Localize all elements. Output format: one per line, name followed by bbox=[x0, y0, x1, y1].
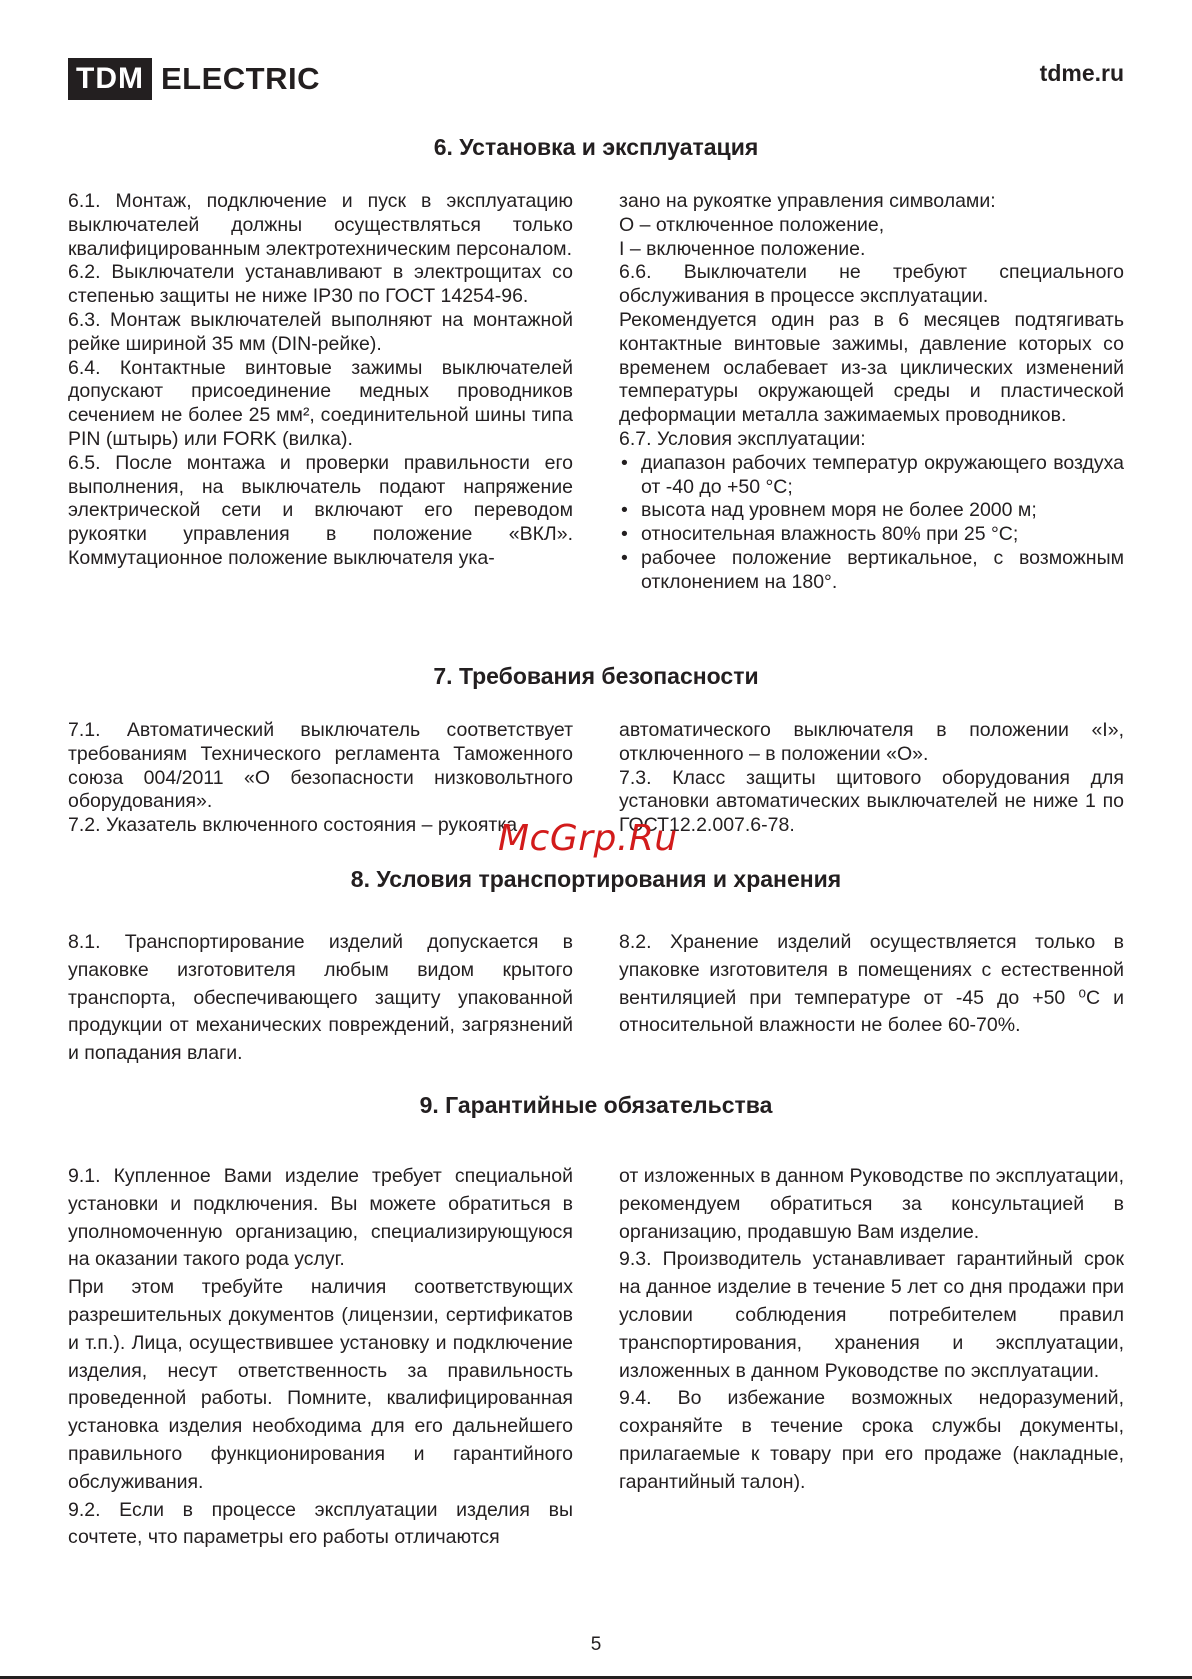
watermark: McGrp.Ru bbox=[498, 818, 678, 859]
paragraph-8-2: 8.2. Хранение изделий осуществляется только в упаковке изготовителя в помещениях с естественной вентиляцией при температуре от -45 до +50 ⁰С и относительной влажности не более 60-70%. bbox=[619, 931, 1124, 1037]
paragraph-7-3: 7.3. Класс защиты щитового оборудования для установки автоматических выключателей не ниже 1 по ГОСТ12.2.007.6-78. bbox=[619, 766, 1124, 837]
paragraph-6-4: 6.4. Контактные винтовые зажимы выключателей допускают присоединение медных проводников сечением не более 25 мм², соединительной шины типа PIN (штырь) или FORK (вилка). bbox=[68, 356, 573, 450]
list-item: • высота над уровнем моря не более 2000 м; bbox=[619, 499, 1124, 523]
symbol-on: I – включенное положение. bbox=[619, 237, 866, 260]
section-7-right-column bbox=[619, 719, 1124, 838]
section-8-left-column bbox=[68, 929, 573, 1068]
logo-text: ELECTRIC bbox=[160, 61, 320, 96]
section-8-body bbox=[68, 929, 1124, 1068]
section-8-title: 8. Условия транспортирования и хранения bbox=[350, 866, 842, 892]
paragraph-9-2: 9.2. Если в процессе эксплуатации изделия вы сочтете, что параметры его работы отличаются bbox=[68, 1498, 573, 1549]
paragraph-6-5-cont: зано на рукоятке управления символами: bbox=[619, 190, 996, 212]
section-9-left-column bbox=[68, 1163, 573, 1552]
section-8-right-column bbox=[619, 929, 1124, 1068]
paragraph-6-6: 6.6. Выключатели не требуют специального обслуживания в процессе эксплуатации. bbox=[619, 261, 1124, 308]
symbol-off: О – отключенное положение, bbox=[619, 213, 885, 236]
paragraph-9-1-requirements: При этом требуйте наличия соответствующих разрешительных документов (лицензии, сертификатов и т.п.). Лица, осуществившее установку и подключение изделия, несут ответственность за правильность проведенной работы. Помните, квалифицированная установка изделия необходима для его дальнейшего правильного функционирования и гарантийного обслуживания. bbox=[68, 1276, 573, 1493]
section-9-right-column bbox=[619, 1163, 1124, 1552]
section-6-left-column bbox=[68, 190, 573, 595]
paragraph-9-1: 9.1. Купленное Вами изделие требует специальной установки и подключения. Вы можете обратиться в уполномоченную организацию, специализирующуюся на оказании такого рода услуг. bbox=[68, 1165, 573, 1271]
paragraph-6-7: 6.7. Условия эксплуатации: bbox=[619, 427, 866, 450]
section-6-body bbox=[68, 190, 1124, 595]
page-header bbox=[68, 58, 1124, 100]
paragraph-6-2: 6.2. Выключатели устанавливают в электрощитах со степенью защиты не ниже IP30 по ГОСТ 14254-96. bbox=[68, 261, 573, 308]
paragraph-6-1: 6.1. Монтаж, подключение и пуск в эксплуатацию выключателей должны осуществляться только квалифицированным электротехническим персоналом. bbox=[68, 190, 573, 260]
logo-badge: TDM bbox=[68, 58, 152, 100]
site-url: tdme.ru bbox=[1039, 60, 1124, 86]
paragraph-7-2: 7.2. Указатель включенного состояния – рукоятка bbox=[68, 814, 518, 837]
list-item: • диапазон рабочих температур окружающего воздуха от -40 до +50 °С; bbox=[619, 452, 1124, 500]
list-item: • рабочее положение вертикальное, с возможным отклонением на 180°. bbox=[619, 547, 1124, 595]
paragraph-9-2-cont: от изложенных в данном Руководстве по эксплуатации, рекомендуем обратиться за консультацией в организацию, продавшую Вам изделие. bbox=[619, 1165, 1124, 1243]
section-9-body bbox=[68, 1163, 1124, 1552]
page-number: 5 bbox=[590, 1634, 602, 1655]
section-6-right-column bbox=[619, 190, 1124, 595]
paragraph-8-1: 8.1. Транспортирование изделий допускается в упаковке изготовителя любым видом крытого транспорта, обеспечивающего защиту упакованной продукции от механических повреждений, загрязнений и попадания влаги. bbox=[68, 931, 573, 1065]
section-7-title: 7. Требования безопасности bbox=[433, 663, 759, 689]
paragraph-9-3: 9.3. Производитель устанавливает гарантийный срок на данное изделие в течение 5 лет со дня продажи при условии соблюдения потребителем правил транспортирования, хранения и эксплуатации, изложенных в данном Руководстве по эксплуатации. bbox=[619, 1248, 1124, 1382]
tdm-electric-logo bbox=[68, 58, 320, 100]
paragraph-6-6-recommendation: Рекомендуется один раз в 6 месяцев подтягивать контактные винтовые зажимы, давление которых со временем ослабевает из-за циклических изменений температуры окружающей среды и пластической деформации металла зажимаемых проводников. bbox=[619, 308, 1124, 427]
section-6-title: 6. Установка и эксплуатация bbox=[433, 134, 759, 160]
paragraph-6-5: 6.5. После монтажа и проверки правильности его выполнения, на выключатель подают напряжение электрической сети и включают его переводом рукоятки управления в положение «ВКЛ». Коммутационное положение выключателя ука- bbox=[68, 451, 573, 569]
list-item: • относительная влажность 80% при 25 °С; bbox=[619, 523, 1124, 547]
paragraph-9-4: 9.4. Во избежание возможных недоразумений, сохраняйте в течение срока службы документы, прилагаемые к товару при его продаже (накладные, гарантийный талон). bbox=[619, 1387, 1124, 1493]
paragraph-7-1: 7.1. Автоматический выключатель соответствует требованиям Технического регламента Таможенного союза 004/2011 «О безопасности низковольтного оборудования». bbox=[68, 719, 573, 813]
paragraph-6-3: 6.3. Монтаж выключателей выполняют на монтажной рейке шириной 35 мм (DIN-рейке). bbox=[68, 308, 573, 355]
section-9-title: 9. Гарантийные обязательства bbox=[419, 1092, 773, 1118]
operating-conditions-list bbox=[619, 452, 1124, 595]
paragraph-7-2-cont: автоматического выключателя в положении «I», отключенного – в положении «О». bbox=[619, 719, 1124, 765]
